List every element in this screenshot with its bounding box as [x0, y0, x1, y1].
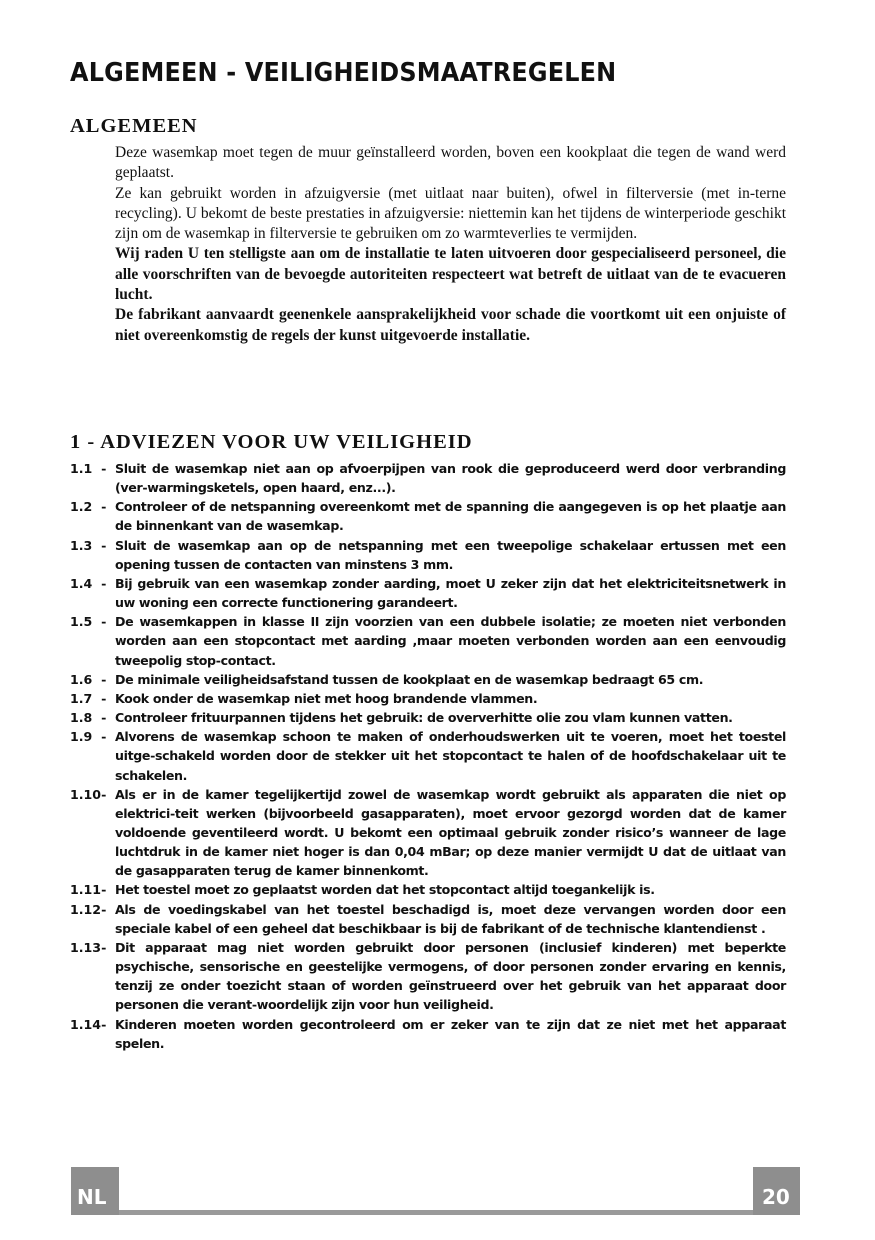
list-item [70, 900, 786, 938]
item-text: Bij gebruik van een wasemkap zonder aarding, moet U zeker zijn dat het elektriciteitsnetwerk in uw woning een correcte functionering garandeert. [115, 575, 786, 611]
item-text: Het toestel moet zo geplaatst worden dat het stopcontact altijd toegankelijk is. [115, 882, 655, 898]
item-number: 1.5 - [70, 614, 107, 630]
intro-paragraph: Ze kan gebruikt worden in afzuigversie (met uitlaat naar buiten), ofwel in filterversie (met in-terne recycling). U bekomt de beste prestaties in afzuigversie: niettemin kan het tijdens de winterperiode geschikt zijn om de wasemkap in filterversie te gebruiken om zo warmteverlies te vermijden. [115, 184, 786, 243]
list-item [70, 689, 786, 708]
list-item [70, 785, 786, 881]
item-text: Controleer frituurpannen tijdens het gebruik: de oververhitte olie zou vlam kunnen vatten. [115, 710, 733, 726]
item-number: 1.1 - [70, 461, 107, 476]
list-item [70, 497, 786, 535]
item-text: De minimale veiligheidsafstand tussen de kookplaat en de wasemkap bedraagt 65 cm. [115, 671, 704, 687]
item-number: 1.9 - [70, 729, 107, 745]
item-text: Kook onder de wasemkap niet met hoog brandende vlammen. [115, 690, 538, 706]
list-item [70, 708, 786, 727]
item-number: 1.13- [70, 939, 107, 955]
list-item [70, 670, 786, 689]
page-title: ALGEMEEN - VEILIGHEIDSMAATREGELEN [70, 58, 617, 88]
item-number: 1.7 - [70, 690, 107, 706]
list-item [70, 574, 786, 612]
item-number: 1.12- [70, 901, 107, 917]
list-item [70, 880, 786, 899]
item-number: 1.10- [70, 786, 107, 802]
item-text: Kinderen moeten worden gecontroleerd om er zeker van te zijn dat ze niet met het apparaat spelen. [115, 1016, 786, 1051]
footer-divider [118, 1210, 754, 1215]
section-heading-general: ALGEMEEN [70, 115, 198, 137]
list-item [70, 612, 786, 669]
page-number: 20 [753, 1167, 800, 1215]
list-item [70, 459, 786, 497]
item-text: Alvorens de wasemkap schoon te maken of onderhoudswerken uit te voeren, moet het toestel uitge-schakeld worden door de stekker uit het stopcontact te halen of de hoofdschakelaar uit te schakelen. [115, 729, 786, 783]
item-text: Als er in de kamer tegelijkertijd zowel de wasemkap wordt gebruikt als apparaten die niet op elektrici-teit werken (bijvoorbeeld gasapparaten), moet ervoor gezorgd worden dat de kamer voldoende geventileerd wordt. U bekomt een optimaal gebruik zonder risico’s wanneer de lage luchtdruk in de kamer niet hoger is dan 0,04 mBar; op deze manier vermijdt U dat de uitlaat van de gasapparaten terug de kamer binnenkomt. [115, 786, 786, 879]
list-item [70, 938, 786, 1015]
section-heading-safety: 1 - ADVIEZEN VOOR UW VEILIGHEID [70, 431, 473, 453]
general-intro [115, 143, 786, 346]
list-item [70, 727, 786, 784]
item-text: Dit apparaat mag niet worden gebruikt door personen (inclusief kinderen) met beperkte psychische, sensorische en geestelijke vermogens, of door personen zonder ervaring en kennis, tenzij ze onder toezicht staan of worden geïnstrueerd over het gebruik van het apparaat door personen die verant-woordelijk zijn voor hun veiligheid. [115, 939, 786, 1013]
item-text: Sluit de wasemkap aan op de netspanning met een tweepolige schakelaar ertussen met een opening tussen de contacten van minstens 3 mm. [115, 537, 786, 572]
intro-recommendation: Wij raden U ten stelligste aan om de installatie te laten uitvoeren door gespecialiseerd personeel, die alle voorschriften van de bevoegde autoriteiten respecteert wat betreft de uitlaat van de te evacueren lucht. [115, 245, 786, 304]
item-text: Sluit de wasemkap niet aan op afvoerpijpen van rook die geproduceerd werd door verbranding (ver-warmingsketels, open haard, enz...). [115, 461, 786, 496]
item-number: 1.2 - [70, 499, 107, 515]
language-tab: NL [71, 1167, 119, 1215]
safety-list [70, 459, 786, 1053]
item-text: De wasemkappen in klasse II zijn voorzien van een dubbele isolatie; ze moeten niet verbonden worden aan een stopcontact met aarding ,maar moeten verbonden worden aan een eenvoudig tweepolig stop-contact. [115, 614, 786, 668]
item-number: 1.8 - [70, 710, 107, 726]
intro-paragraph: Deze wasemkap moet tegen de muur geïnstalleerd worden, boven een kookplaat die tegen de wand werd geplaatst. [115, 144, 786, 182]
item-number: 1.11- [70, 882, 107, 898]
intro-liability: De fabrikant aanvaardt geenenkele aansprakelijkheid voor schade die voortkomt uit een onjuiste of niet overeenkomstig de regels der kunst uitgevoerde installatie. [115, 306, 786, 344]
item-number: 1.6 - [70, 671, 107, 687]
item-number: 1.4 - [70, 575, 107, 591]
list-item [70, 1015, 786, 1053]
item-text: Als de voedingskabel van het toestel beschadigd is, moet deze vervangen worden door een speciale kabel of een geheel dat beschikbaar is bij de fabrikant of de technische klantendienst . [115, 901, 786, 936]
item-number: 1.14- [70, 1016, 107, 1032]
list-item [70, 536, 786, 574]
item-text: Controleer of de netspanning overeenkomt met de spanning die aangegeven is op het plaatje aan de binnenkant van de wasemkap. [115, 499, 786, 534]
item-number: 1.3 - [70, 537, 107, 553]
